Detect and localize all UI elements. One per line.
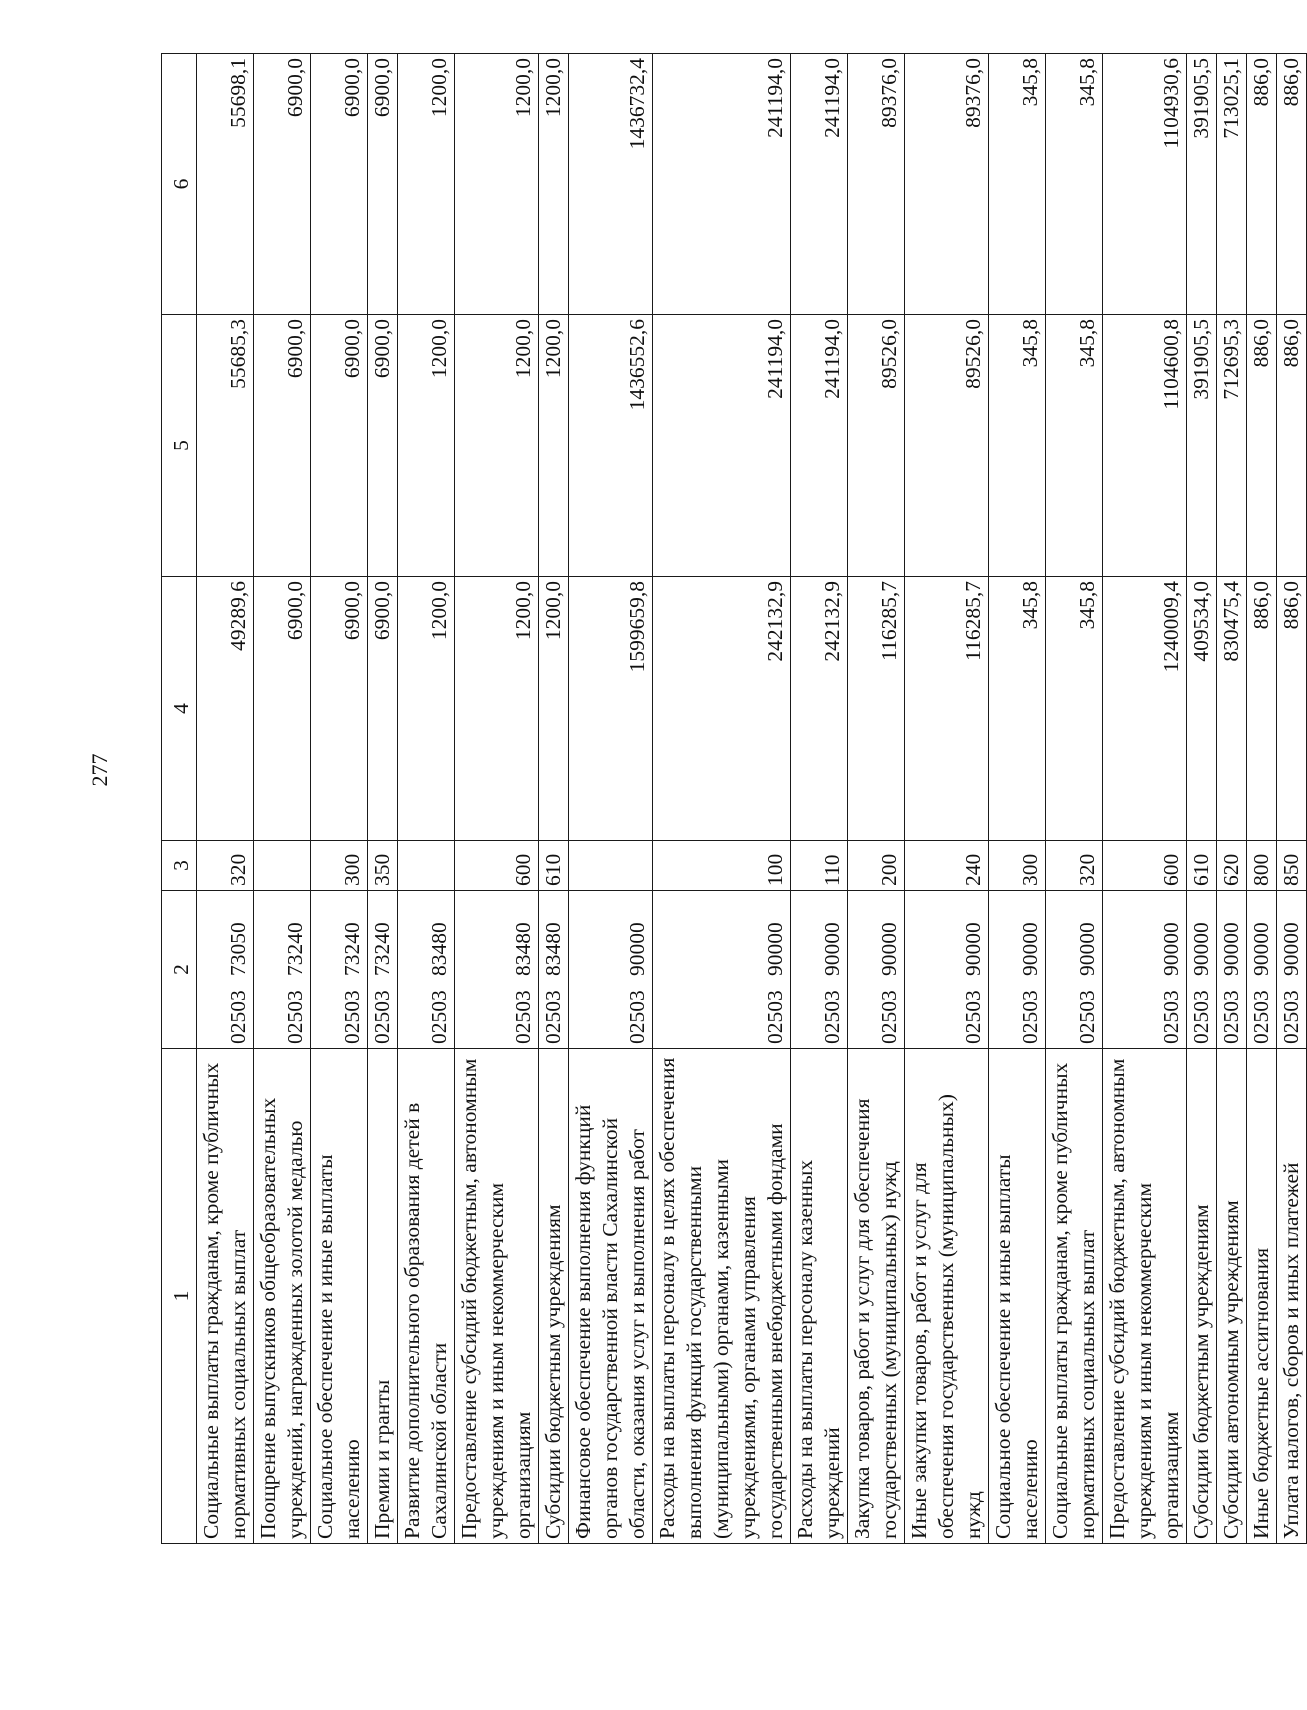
row-value-col5: 345,8 [989,315,1046,577]
table-row [398,54,455,1544]
row-value-col4: 6900,0 [368,577,398,841]
row-expense-type-cell: 300 [311,841,368,891]
row-code-cell [1103,891,1187,1049]
row-value-col6: 89376,0 [848,54,905,315]
row-value-col5: 6900,0 [254,315,311,577]
row-value-col6: 1200,0 [539,54,569,315]
row-expense-type-cell: 620 [1217,841,1247,891]
row-value-col4: 6900,0 [254,577,311,841]
row-value-col6: 886,0 [1247,54,1277,315]
row-value-col4: 830475,4 [1217,577,1247,841]
row-value-col6: 1200,0 [398,54,455,315]
section-code: 02503 [1189,990,1213,1044]
header-row [162,54,197,1544]
row-expense-type-cell: 600 [1103,841,1187,891]
header-cell-4: 4 [162,577,197,841]
row-name-cell: Субсидии автономным учреждениям [1217,1049,1247,1544]
row-value-col4: 345,8 [1046,577,1103,841]
row-name-cell: Предоставление субсидий бюджетным, автономным учреждениям и иным некоммерческим организациям [455,1049,539,1544]
table-row [791,54,848,1544]
row-value-col5: 886,0 [1277,315,1307,577]
section-code: 02503 [1279,990,1303,1044]
row-value-col5: 345,8 [1046,315,1103,577]
row-value-col5: 1200,0 [539,315,569,577]
row-value-col4: 6900,0 [311,577,368,841]
table-row [848,54,905,1544]
row-code-cell [989,891,1046,1049]
section-code: 02503 [541,990,565,1044]
table-row [368,54,398,1544]
row-value-col4: 116285,7 [905,577,989,841]
rotated-table-container [161,54,1303,1544]
row-code-cell [455,891,539,1049]
row-code-cell [905,891,989,1049]
article-code: 90000 [1075,922,1099,976]
row-name-cell: Субсидии бюджетным учреждениям [1187,1049,1217,1544]
row-value-col5: 6900,0 [368,315,398,577]
table-row [905,54,989,1544]
row-name-cell: Расходы на выплаты персоналу казенных учреждений [791,1049,848,1544]
table-row [1046,54,1103,1544]
row-expense-type-cell: 350 [368,841,398,891]
row-value-col5: 391905,5 [1187,315,1217,577]
header-cell-6: 6 [162,54,197,315]
row-value-col6: 6900,0 [254,54,311,315]
section-code: 02503 [283,990,307,1044]
row-code-cell [1217,891,1247,1049]
row-name-cell: Социальные выплаты гражданам, кроме публичных нормативных социальных выплат [1046,1049,1103,1544]
budget-table [161,53,1307,1544]
table-row [653,54,791,1544]
section-code: 02503 [511,990,535,1044]
row-name-cell: Субсидии бюджетным учреждениям [539,1049,569,1544]
row-value-col6: 391905,5 [1187,54,1217,315]
row-value-col5: 6900,0 [311,315,368,577]
section-code: 02503 [763,990,787,1044]
row-value-col6: 713025,1 [1217,54,1247,315]
section-code: 02503 [1219,990,1243,1044]
row-value-col4: 116285,7 [848,577,905,841]
table-row [989,54,1046,1544]
row-value-col5: 55685,3 [197,315,254,577]
row-code-cell [653,891,791,1049]
article-code: 90000 [1159,922,1183,976]
row-code-cell [1187,891,1217,1049]
row-value-col4: 1200,0 [455,577,539,841]
row-value-col4: 886,0 [1247,577,1277,841]
row-name-cell: Поощрение выпускников общеобразовательных учреждений, награжденных золотой медалью [254,1049,311,1544]
article-code: 90000 [820,922,844,976]
budget-table-body [162,54,1307,1544]
row-expense-type-cell: 320 [197,841,254,891]
article-code: 83480 [511,922,535,976]
section-code: 02503 [340,990,364,1044]
row-expense-type-cell: 240 [905,841,989,891]
section-code: 02503 [226,990,250,1044]
section-code: 02503 [1159,990,1183,1044]
row-value-col6: 241194,0 [653,54,791,315]
row-name-cell: Социальное обеспечение и иные выплаты населению [311,1049,368,1544]
header-cell-3: 3 [162,841,197,891]
row-expense-type-cell [254,841,311,891]
row-code-cell [848,891,905,1049]
row-code-cell [254,891,311,1049]
row-value-col6: 6900,0 [368,54,398,315]
row-value-col4: 1200,0 [539,577,569,841]
row-value-col4: 345,8 [989,577,1046,841]
row-name-cell: Премии и гранты [368,1049,398,1544]
row-code-cell [791,891,848,1049]
row-code-cell [539,891,569,1049]
row-name-cell: Развитие дополнительного образования детей в Сахалинской области [398,1049,455,1544]
article-code: 73240 [283,922,307,976]
article-code: 90000 [877,922,901,976]
row-code-cell [1046,891,1103,1049]
article-code: 90000 [1219,922,1243,976]
article-code: 83480 [541,922,565,976]
row-expense-type-cell: 100 [653,841,791,891]
table-row [569,54,653,1544]
row-value-col6: 89376,0 [905,54,989,315]
row-expense-type-cell: 200 [848,841,905,891]
row-expense-type-cell: 850 [1277,841,1307,891]
row-value-col6: 345,8 [989,54,1046,315]
row-name-cell: Иные бюджетные ассигнования [1247,1049,1277,1544]
article-code: 73240 [370,922,394,976]
article-code: 73240 [340,922,364,976]
section-code: 02503 [370,990,394,1044]
article-code: 83480 [427,922,451,976]
section-code: 02503 [877,990,901,1044]
row-expense-type-cell: 320 [1046,841,1103,891]
row-value-col6: 241194,0 [791,54,848,315]
row-name-cell: Расходы на выплаты персоналу в целях обеспечения выполнения функций государственными (муниципальными) органами, казенными учреждениями, органами управления государственными внебюджетными фондами [653,1049,791,1544]
row-code-cell [398,891,455,1049]
row-value-col5: 241194,0 [791,315,848,577]
row-expense-type-cell [569,841,653,891]
row-value-col4: 49289,6 [197,577,254,841]
row-code-cell [197,891,254,1049]
article-code: 90000 [1279,922,1303,976]
row-name-cell: Финансовое обеспечение выполнения функций органов государственной власти Сахалинской области, оказания услуг и выполнения работ [569,1049,653,1544]
header-cell-1: 1 [162,1049,197,1544]
row-expense-type-cell: 300 [989,841,1046,891]
article-code: 73050 [226,922,250,976]
article-code: 90000 [763,922,787,976]
table-row [539,54,569,1544]
row-value-col5: 1200,0 [398,315,455,577]
row-value-col6: 6900,0 [311,54,368,315]
row-value-col4: 886,0 [1277,577,1307,841]
section-code: 02503 [1075,990,1099,1044]
section-code: 02503 [961,990,985,1044]
row-code-cell [1277,891,1307,1049]
row-expense-type-cell: 610 [539,841,569,891]
row-value-col5: 712695,3 [1217,315,1247,577]
row-expense-type-cell: 600 [455,841,539,891]
row-value-col6: 1436732,4 [569,54,653,315]
row-code-cell [569,891,653,1049]
article-code: 90000 [1249,922,1273,976]
row-code-cell [311,891,368,1049]
table-row [254,54,311,1544]
row-value-col4: 1200,0 [398,577,455,841]
section-code: 02503 [625,990,649,1044]
section-code: 02503 [1018,990,1042,1044]
row-name-cell: Предоставление субсидий бюджетным, автономным учреждениям и иным некоммерческим организациям [1103,1049,1187,1544]
table-row [1247,54,1277,1544]
table-row [1277,54,1307,1544]
row-value-col4: 1599659,8 [569,577,653,841]
article-code: 90000 [961,922,985,976]
row-expense-type-cell: 800 [1247,841,1277,891]
table-row [197,54,254,1544]
row-name-cell: Закупка товаров, работ и услуг для обеспечения государственных (муниципальных) нужд [848,1049,905,1544]
row-expense-type-cell: 610 [1187,841,1217,891]
row-value-col5: 1104600,8 [1103,315,1187,577]
section-code: 02503 [1249,990,1273,1044]
row-code-cell [368,891,398,1049]
row-value-col5: 241194,0 [653,315,791,577]
header-cell-2: 2 [162,891,197,1049]
row-value-col5: 89526,0 [848,315,905,577]
article-code: 90000 [1189,922,1213,976]
row-value-col6: 1200,0 [455,54,539,315]
row-expense-type-cell [398,841,455,891]
row-name-cell: Уплата налогов, сборов и иных платежей [1277,1049,1307,1544]
row-value-col6: 1104930,6 [1103,54,1187,315]
row-name-cell: Иные закупки товаров, работ и услуг для обеспечения государственных (муниципальных) нужд [905,1049,989,1544]
header-cell-5: 5 [162,315,197,577]
row-expense-type-cell: 110 [791,841,848,891]
row-code-cell [1247,891,1277,1049]
row-value-col5: 1436552,6 [569,315,653,577]
row-value-col5: 886,0 [1247,315,1277,577]
table-row [1187,54,1217,1544]
row-name-cell: Социальные выплаты гражданам, кроме публичных нормативных социальных выплат [197,1049,254,1544]
table-row [1217,54,1247,1544]
row-value-col6: 345,8 [1046,54,1103,315]
row-value-col4: 409534,0 [1187,577,1217,841]
table-row [311,54,368,1544]
article-code: 90000 [1018,922,1042,976]
row-value-col6: 886,0 [1277,54,1307,315]
row-value-col5: 1200,0 [455,315,539,577]
row-value-col4: 1240009,4 [1103,577,1187,841]
article-code: 90000 [625,922,649,976]
row-name-cell: Социальное обеспечение и иные выплаты населению [989,1049,1046,1544]
row-value-col5: 89526,0 [905,315,989,577]
row-value-col4: 242132,9 [653,577,791,841]
row-value-col4: 242132,9 [791,577,848,841]
row-value-col6: 55698,1 [197,54,254,315]
table-row [455,54,539,1544]
page-number: 277 [87,753,112,787]
section-code: 02503 [820,990,844,1044]
section-code: 02503 [427,990,451,1044]
table-row [1103,54,1187,1544]
